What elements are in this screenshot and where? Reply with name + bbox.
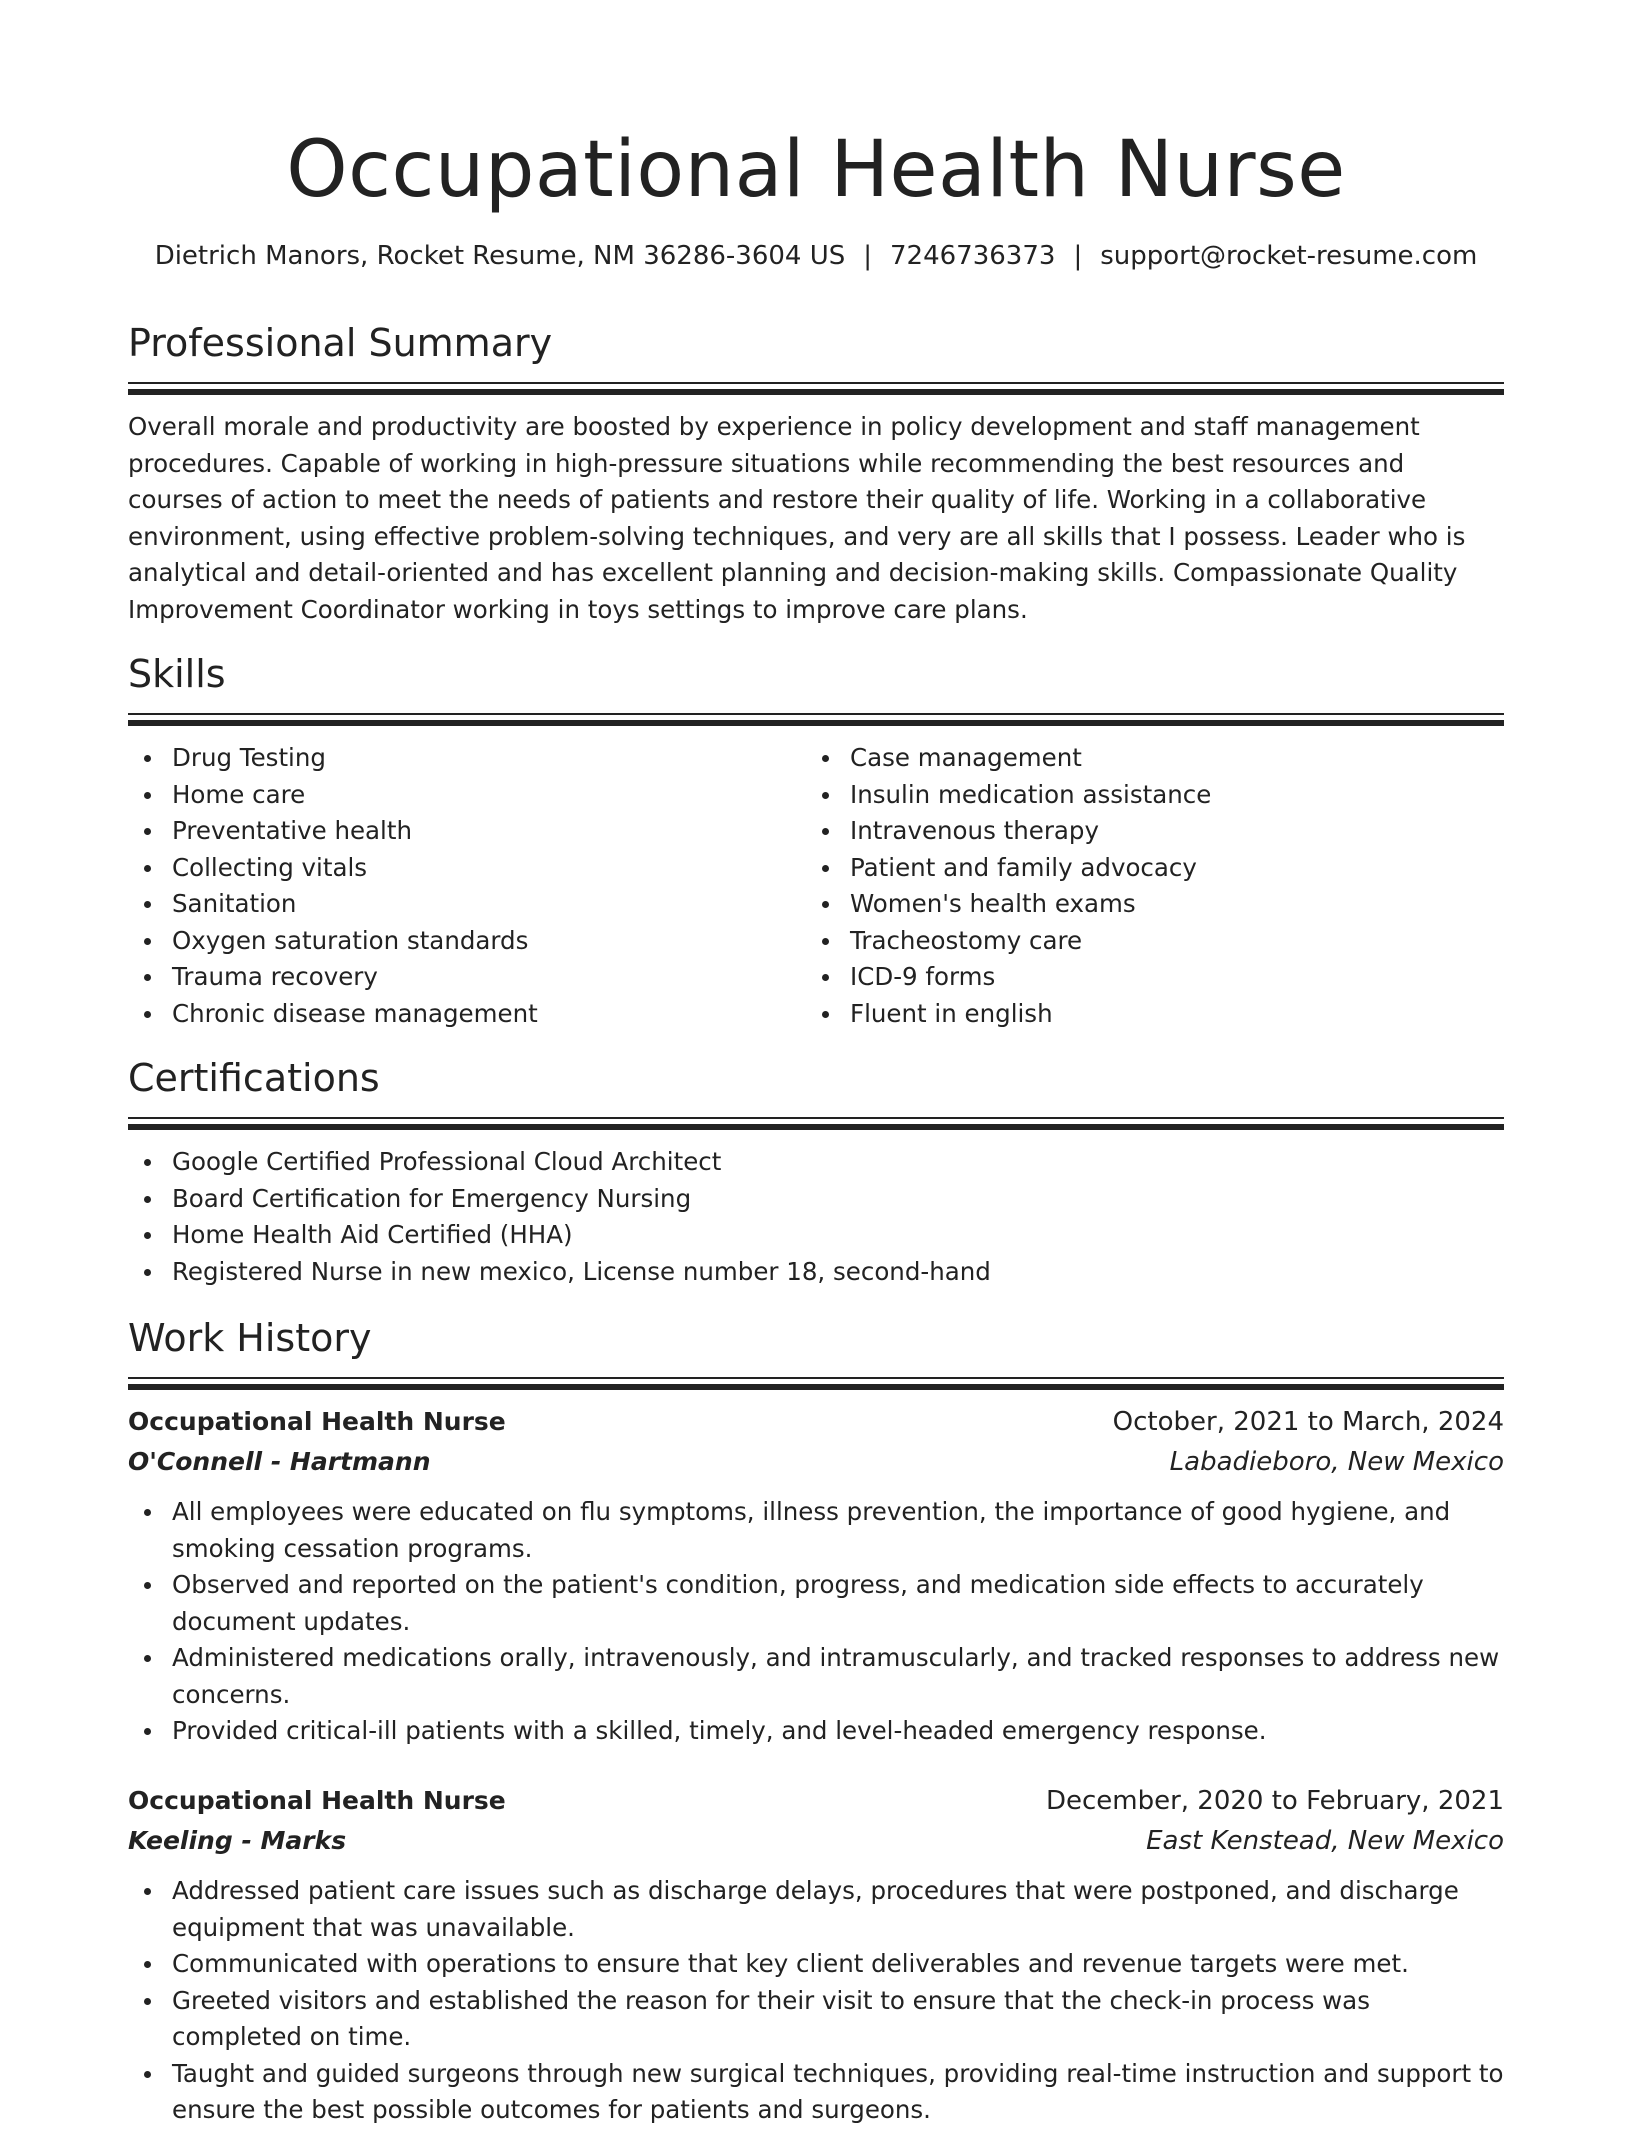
skill-item: Chronic disease management — [128, 996, 806, 1033]
skill-item: Tracheostomy care — [806, 923, 1484, 960]
section-divider — [128, 1117, 1504, 1119]
skill-item: Oxygen saturation standards — [128, 923, 806, 960]
job-entry — [128, 1781, 1504, 2129]
job-bullet: Administered medications orally, intravenously, and intramuscularly, and tracked responses to address new concerns. — [128, 1640, 1504, 1713]
certification-item: Board Certification for Emergency Nursing — [128, 1181, 1504, 1218]
section-divider — [128, 720, 1504, 726]
skill-item: Intravenous therapy — [806, 813, 1484, 850]
section-divider — [128, 713, 1504, 715]
section-divider — [128, 1377, 1504, 1379]
section-divider — [128, 1124, 1504, 1130]
section-divider — [128, 382, 1504, 384]
contact-separator: | — [863, 241, 873, 271]
certification-item: Home Health Aid Certified (HHA) — [128, 1217, 1504, 1254]
skill-item: ICD-9 forms — [806, 959, 1484, 996]
job-location: East Kenstead, New Mexico — [1146, 1826, 1504, 1856]
skills-grid — [128, 740, 1504, 1032]
skill-item: Women's health exams — [806, 886, 1484, 923]
contact-email: support@rocket-resume.com — [1100, 241, 1478, 271]
summary-section — [128, 318, 1504, 628]
job-bullet: Greeted visitors and established the reason for their visit to ensure that the check-in process was completed on time. — [128, 1983, 1504, 2056]
contact-address: Dietrich Manors, Rocket Resume, NM 36286-3604 US — [154, 241, 846, 271]
job-company: O'Connell - Hartmann — [128, 1447, 431, 1476]
skills-list-left — [128, 740, 806, 1032]
job-bullet: Communicated with operations to ensure that key client deliverables and revenue targets were met. — [128, 1946, 1504, 1983]
contact-phone: 7246736373 — [890, 241, 1056, 271]
job-title: Occupational Health Nurse — [128, 1407, 506, 1436]
job-bullet: All employees were educated on flu symptoms, illness prevention, the importance of good hygiene, and smoking cessation programs. — [128, 1494, 1504, 1567]
skill-item: Preventative health — [128, 813, 806, 850]
skill-item: Insulin medication assistance — [806, 777, 1484, 814]
job-location: Labadieboro, New Mexico — [1169, 1447, 1504, 1477]
skill-item: Trauma recovery — [128, 959, 806, 996]
work-history-section — [128, 1313, 1504, 1390]
job-subheader-row — [128, 1442, 1504, 1482]
job-bullet: Taught and guided surgeons through new surgical techniques, providing real-time instruction and support to ensure the best possible outcomes for patients and surgeons. — [128, 2056, 1504, 2129]
job-header-row — [128, 1781, 1504, 1821]
certifications-heading: Certifications — [128, 1056, 380, 1100]
job-company: Keeling - Marks — [128, 1826, 347, 1855]
skills-heading: Skills — [128, 652, 226, 696]
job-title: Occupational Health Nurse — [128, 1786, 506, 1815]
skill-item: Drug Testing — [128, 740, 806, 777]
job-header-row — [128, 1402, 1504, 1442]
certifications-section — [128, 1053, 1504, 1290]
resume-title: Occupational Health Nurse — [286, 125, 1346, 215]
certifications-list — [128, 1144, 1504, 1290]
work-history-heading: Work History — [128, 1316, 372, 1360]
skill-item: Fluent in english — [806, 996, 1484, 1033]
job-dates: October, 2021 to March, 2024 — [1112, 1407, 1504, 1437]
section-divider — [128, 1384, 1504, 1390]
certification-item: Google Certified Professional Cloud Architect — [128, 1144, 1504, 1181]
skills-section — [128, 649, 1504, 1032]
summary-text: Overall morale and productivity are boosted by experience in policy development and staff management procedures. Capable of working in high-pressure situations while recommending the best resources and courses of action to meet the needs of patients and restore their quality of life. Working in a collaborative environment, using effective problem-solving techniques, and very are all skills that I possess. Leader who is analytical and detail-oriented and has excellent planning and decision-making skills. Compassionate Quality Improvement Coordinator working in toys settings to improve care plans. — [128, 412, 1466, 624]
skill-item: Sanitation — [128, 886, 806, 923]
job-bullets — [128, 1873, 1504, 2129]
section-divider — [128, 389, 1504, 395]
contact-separator: | — [1073, 241, 1083, 271]
skill-item: Collecting vitals — [128, 850, 806, 887]
job-bullets — [128, 1494, 1504, 1750]
contact-line — [128, 236, 1504, 276]
certification-item: Registered Nurse in new mexico, License number 18, second-hand — [128, 1254, 1504, 1291]
skill-item: Case management — [806, 740, 1484, 777]
skills-list-right — [806, 740, 1484, 1032]
job-bullet: Provided critical-ill patients with a skilled, timely, and level-headed emergency response. — [128, 1713, 1504, 1750]
job-bullet: Addressed patient care issues such as discharge delays, procedures that were postponed, and discharge equipment that was unavailable. — [128, 1873, 1504, 1946]
job-bullet: Observed and reported on the patient's condition, progress, and medication side effects to accurately document updates. — [128, 1567, 1504, 1640]
job-dates: December, 2020 to February, 2021 — [1045, 1786, 1504, 1816]
job-subheader-row — [128, 1821, 1504, 1861]
skill-item: Home care — [128, 777, 806, 814]
skill-item: Patient and family advocacy — [806, 850, 1484, 887]
summary-heading: Professional Summary — [128, 321, 553, 365]
job-entry — [128, 1402, 1504, 1750]
